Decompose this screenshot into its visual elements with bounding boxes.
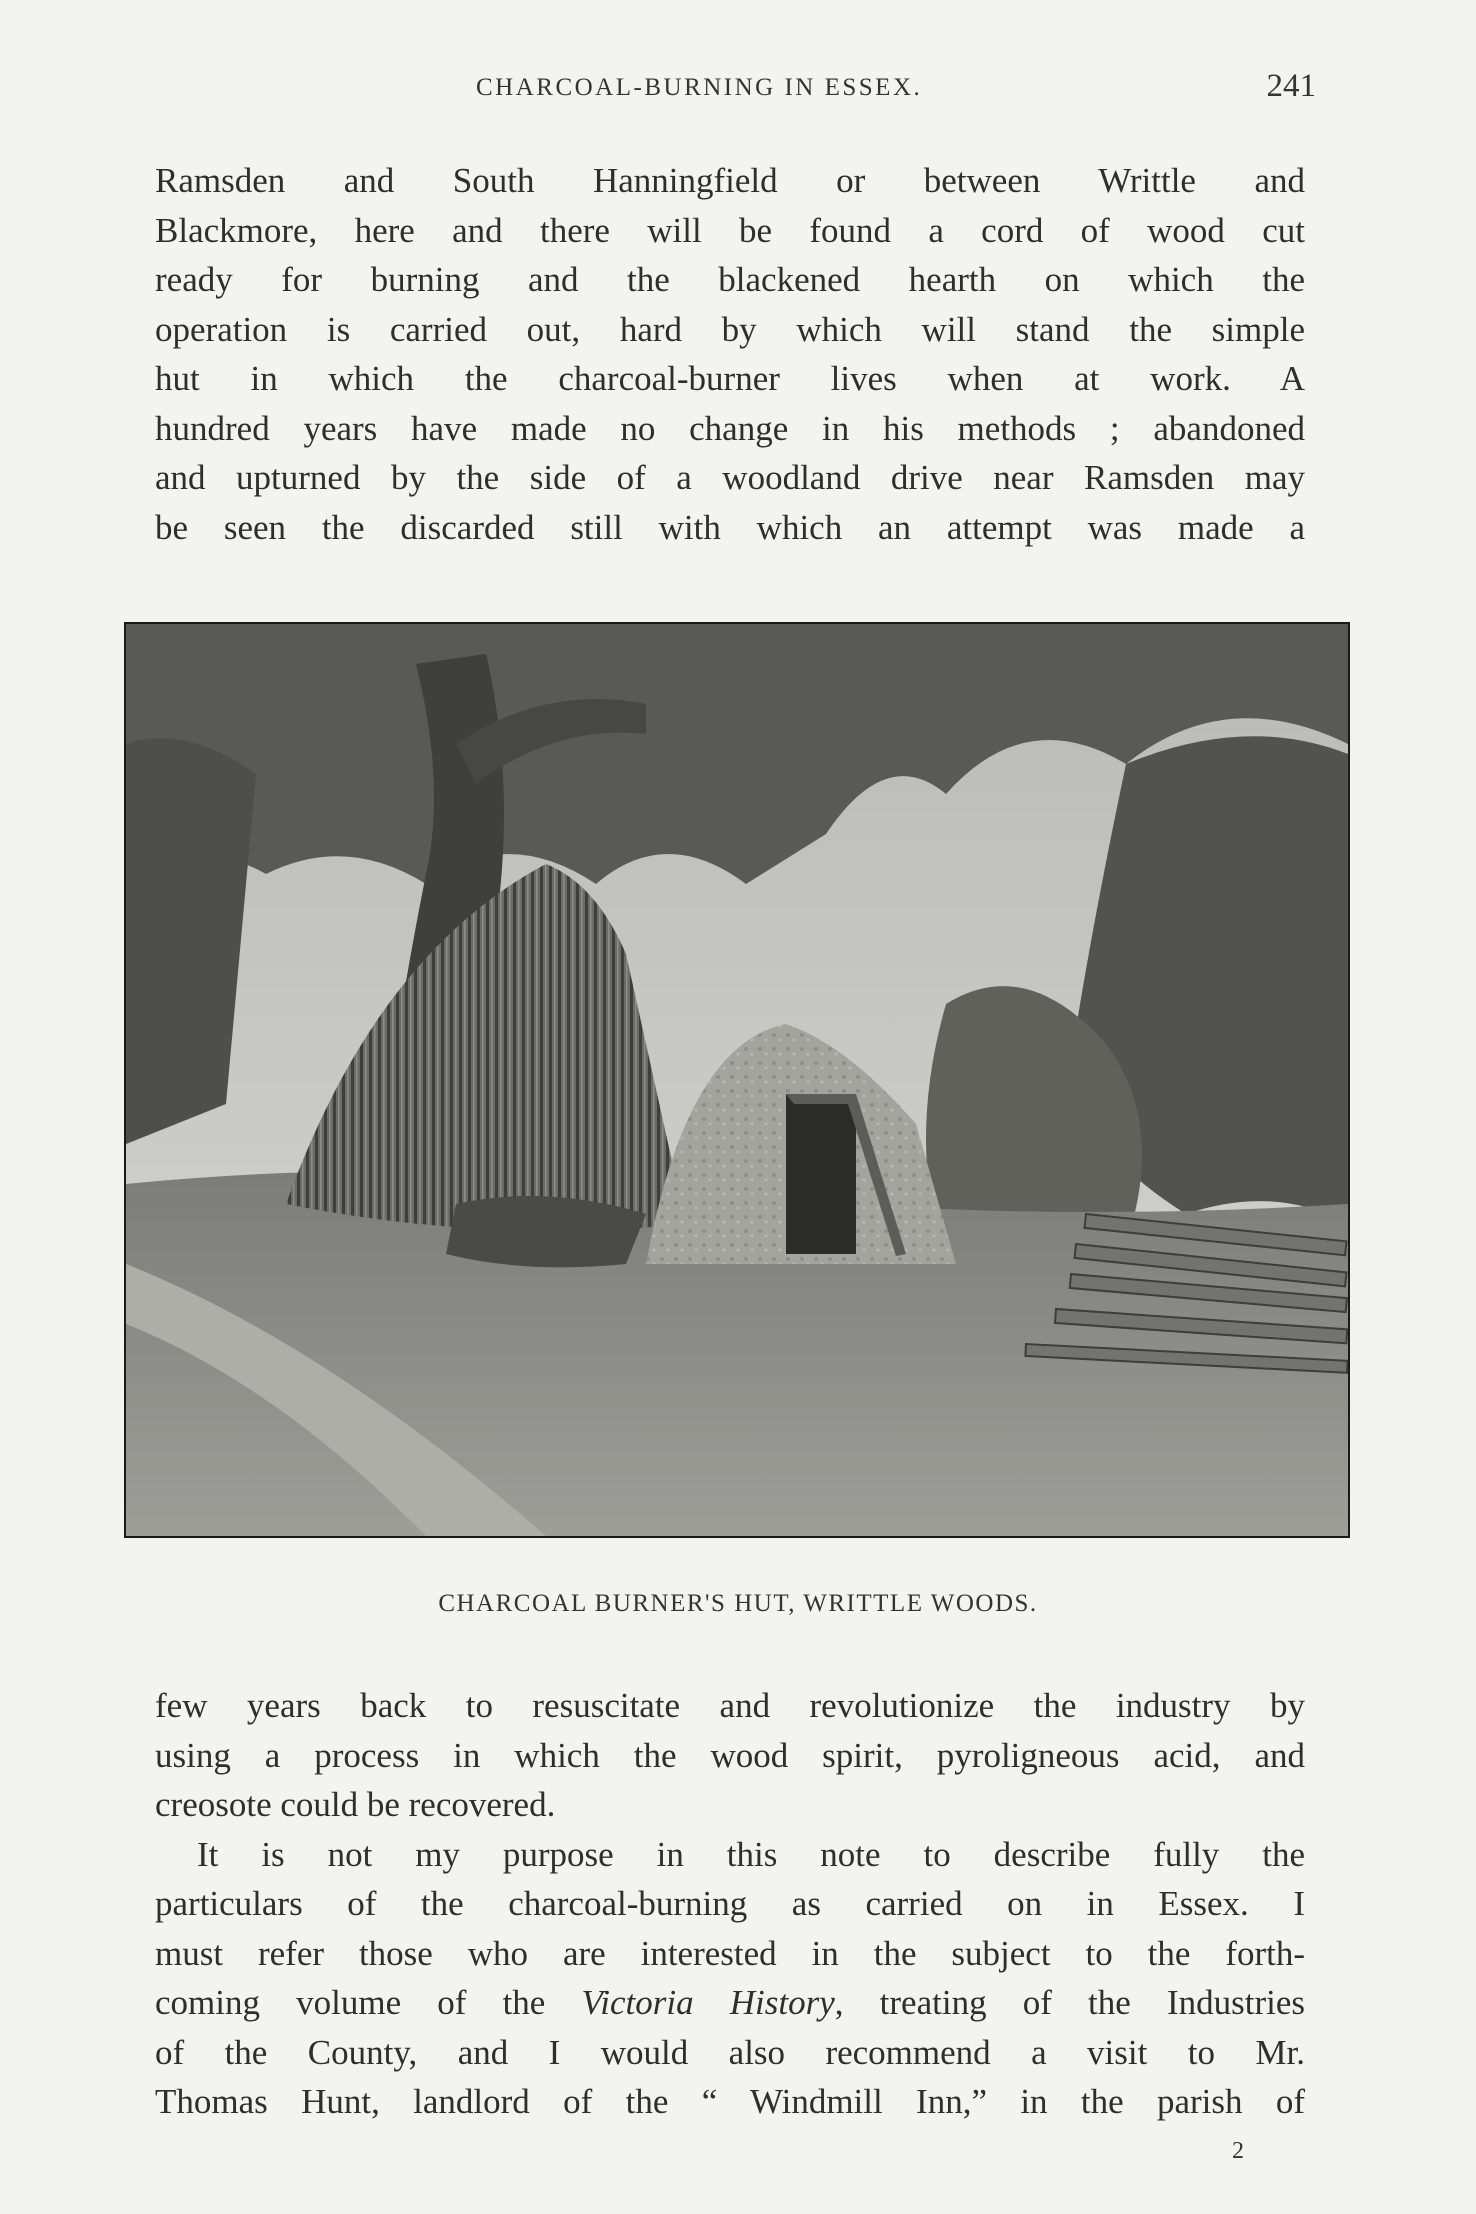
text-line: Ramsden and South Hanningfield or between Writtle and xyxy=(155,161,1305,200)
running-head: CHARCOAL-BURNING IN ESSEX. xyxy=(476,74,923,101)
text-line: hut in which the charcoal-burner lives when at work. A xyxy=(155,359,1305,398)
paragraph xyxy=(155,1830,1305,2127)
signature-mark: 2 xyxy=(1232,2138,1244,2164)
text-line xyxy=(155,1978,1305,2028)
text-line: It is not my purpose in this note to describe fully the xyxy=(197,1834,1305,1874)
text-line: ready for burning and the blackened hearth on which the xyxy=(155,260,1305,299)
body-text-top xyxy=(155,156,1305,552)
text-line: hundred years have made no change in his methods ; abandoned xyxy=(155,408,1305,448)
text-line: of the County, and I would also recommend a visit to Mr. xyxy=(155,2032,1305,2072)
text-line: operation is carried out, hard by which will stand the simple xyxy=(155,309,1305,349)
text-line: particulars of the charcoal-burning as carried on in Essex. I xyxy=(155,1884,1305,1923)
paragraph xyxy=(155,1681,1305,1830)
body-text-bottom xyxy=(155,1681,1305,2127)
text-line: using a process in which the wood spirit, pyroligneous acid, and xyxy=(155,1735,1305,1775)
halftone-photograph xyxy=(124,622,1350,1538)
text-run: coming volume of the xyxy=(155,1983,582,2022)
italic-title: Victoria History xyxy=(581,1983,835,2022)
text-line: and upturned by the side of a woodland drive near Ramsden may xyxy=(155,458,1305,497)
text-line: must refer those who are interested in the subject to the forth- xyxy=(155,1933,1305,1973)
text-line: be seen the discarded still with which an attempt was made a xyxy=(155,507,1305,547)
charcoal-hut-illustration xyxy=(126,624,1348,1536)
text-run: , treating of the Industries xyxy=(834,1983,1305,2022)
text-line: Blackmore, here and there will be found a cord of wood cut xyxy=(155,210,1305,250)
text-line: few years back to resuscitate and revolutionize the industry by xyxy=(155,1686,1305,1725)
text-line: Thomas Hunt, landlord of the “ Windmill Inn,” in the parish of xyxy=(155,2082,1305,2121)
figure-caption: CHARCOAL BURNER'S HUT, WRITTLE WOODS. xyxy=(438,1590,1038,1617)
page-number: 241 xyxy=(1266,68,1316,104)
paragraph xyxy=(155,156,1305,552)
text-line: creosote could be recovered. xyxy=(155,1785,556,1824)
